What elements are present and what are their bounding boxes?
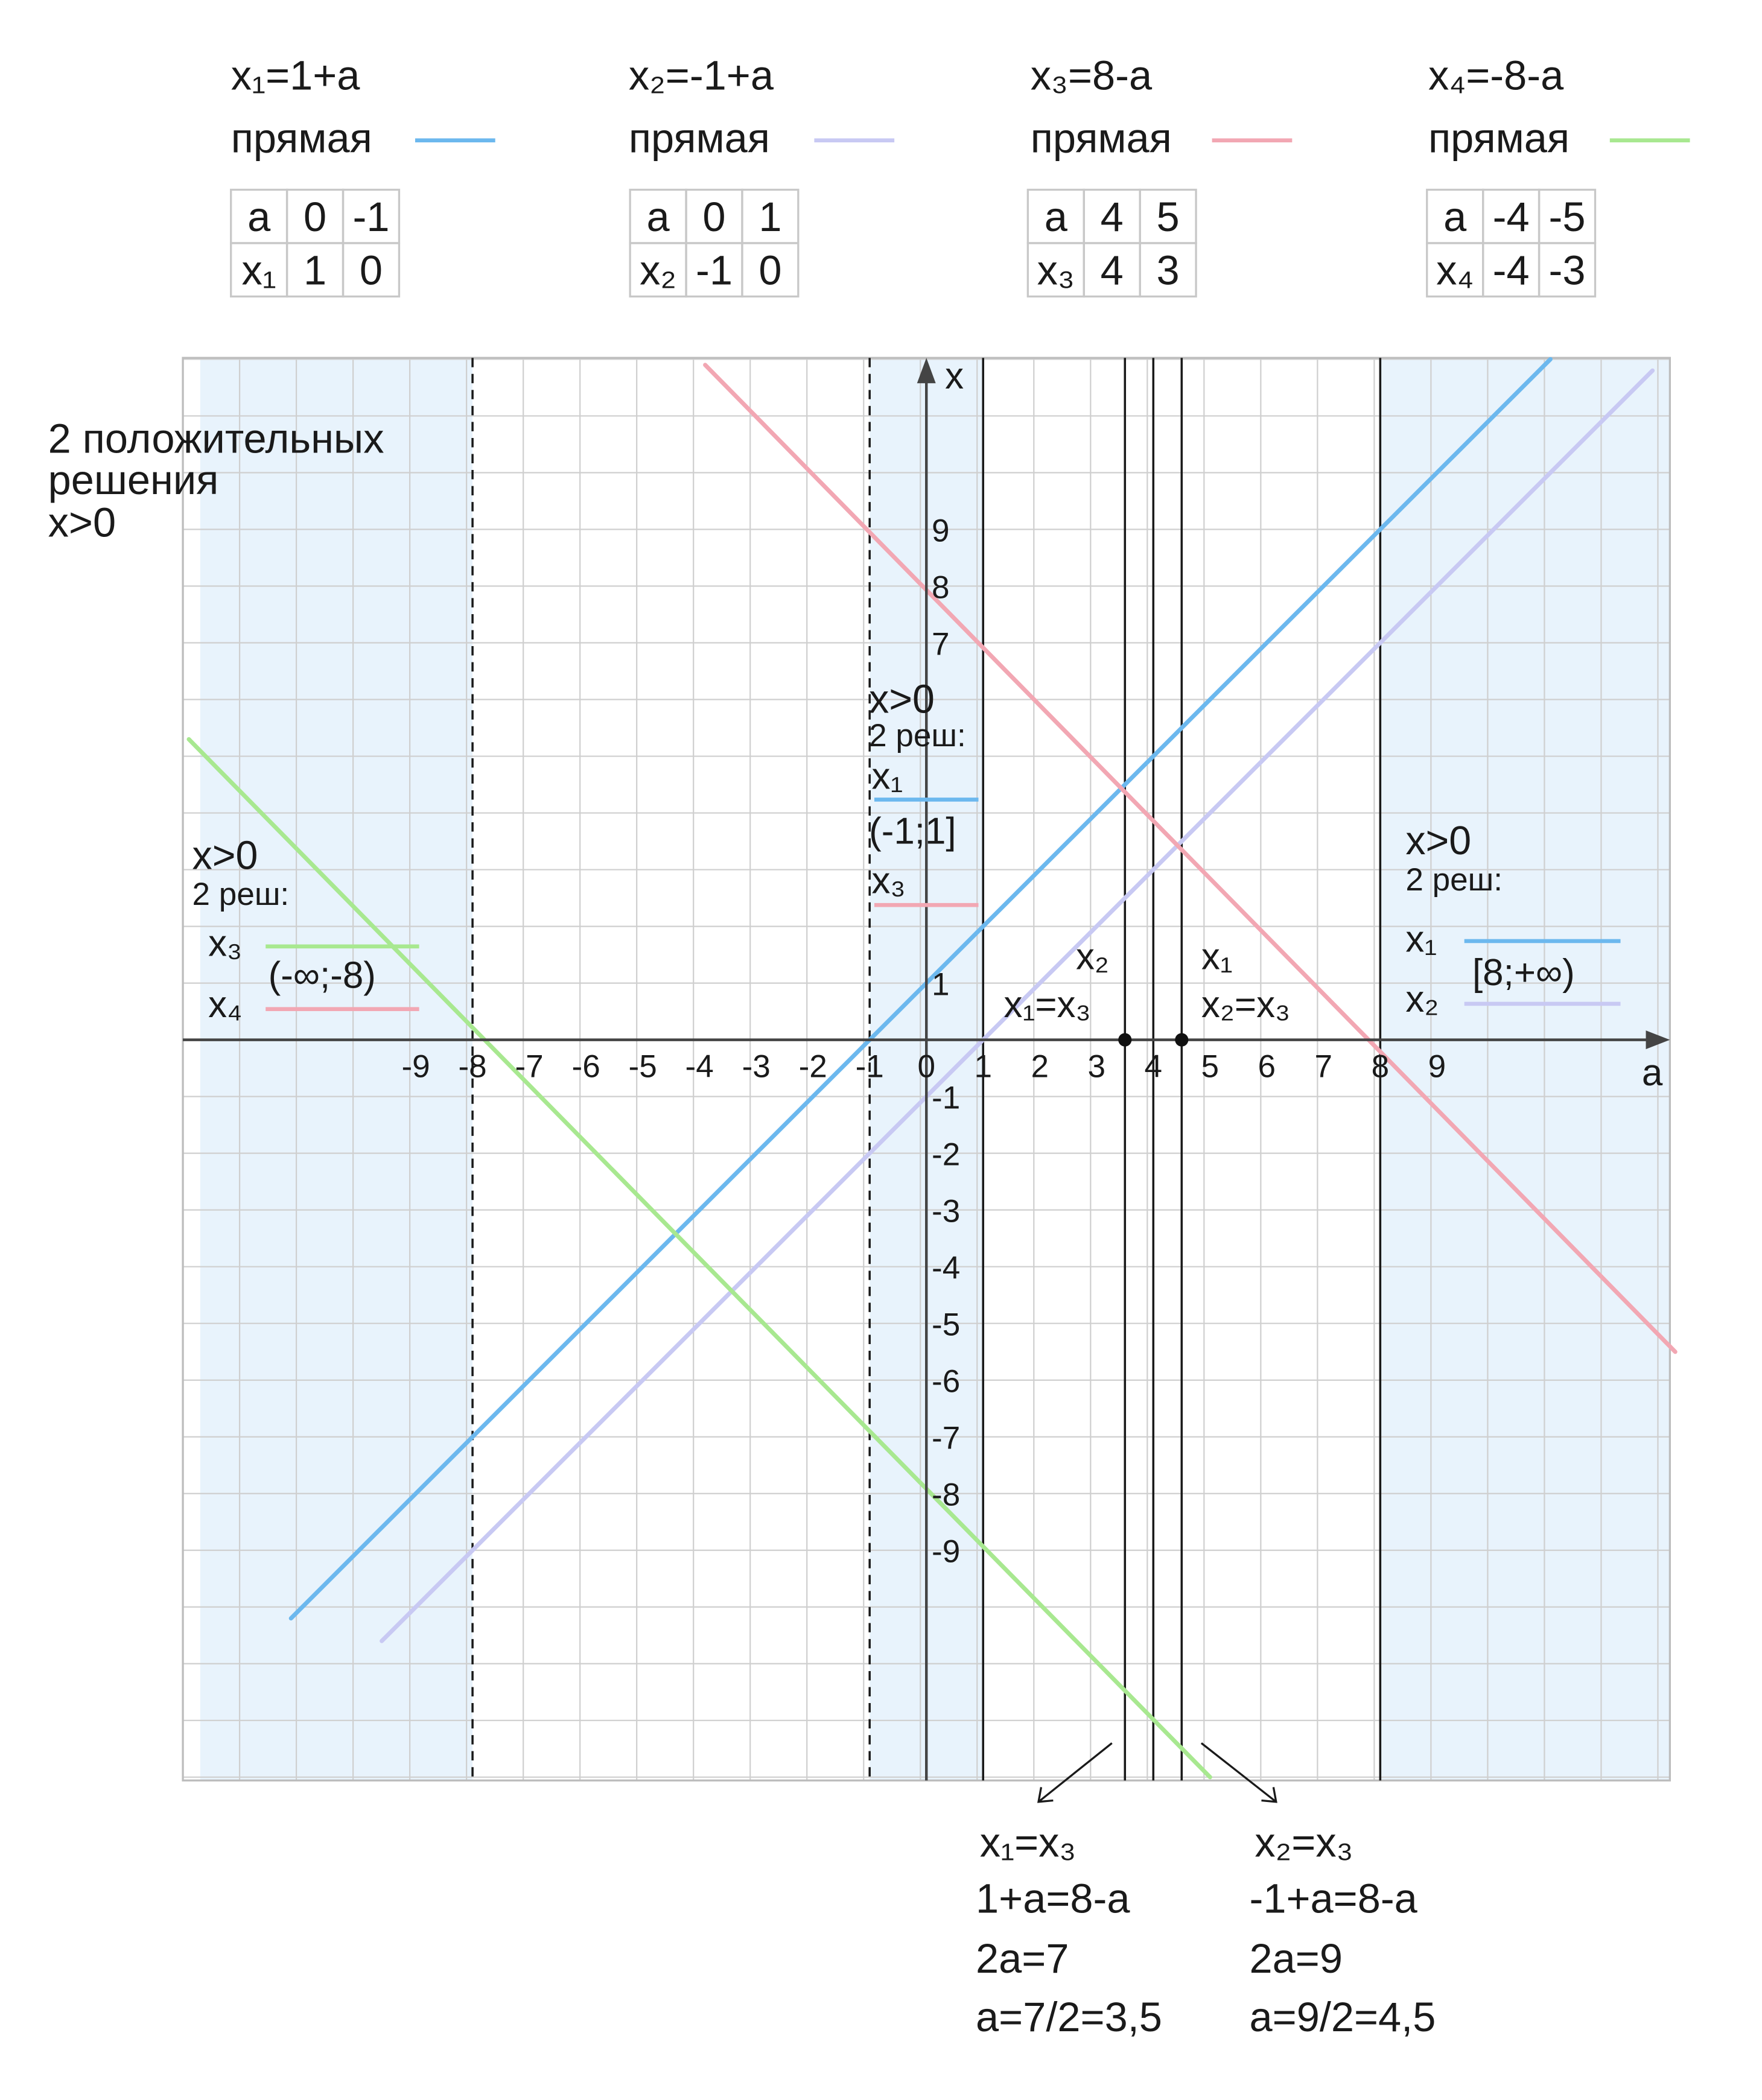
a-tick-label: 2 (1031, 1048, 1049, 1085)
calc-right-line-4: a=9/2=4,5 (1249, 1994, 1436, 2041)
a-tick-label: -9 (401, 1048, 430, 1085)
a-tick-label: 4 (1144, 1048, 1163, 1085)
legend-table-cell: a (247, 194, 271, 241)
calc-right-line-1: x₂=x₃ (1255, 1819, 1353, 1866)
calc-left-line-3: 2a=7 (976, 1935, 1069, 1982)
label-at-3-5-bottom: x₁=x₃ (1003, 984, 1091, 1026)
right-box-label-2: x₂ (1405, 979, 1439, 1021)
a-tick-label: 3 (1087, 1048, 1106, 1085)
legend-table-cell: x₄ (1436, 247, 1474, 294)
x-tick-label: 7 (932, 626, 950, 662)
x-tick-label: -3 (932, 1193, 961, 1229)
pointer-arrow-left (1038, 1743, 1112, 1801)
shaded-region (1380, 358, 1670, 1780)
legend-table-cell: x₂ (640, 247, 677, 294)
x-axis-label: x (945, 355, 964, 398)
a-tick-label: -5 (628, 1048, 657, 1085)
x-tick-label: -7 (932, 1420, 961, 1456)
legend-formula-x1: x₁=1+a (231, 52, 360, 99)
main-title-line-2: решения (48, 456, 219, 503)
legend-table-x4 (1427, 190, 1595, 297)
x-tick-label: -8 (932, 1477, 961, 1513)
right-box-label-1: x₁ (1405, 918, 1437, 960)
legend-line-label-x1: прямая (231, 115, 372, 162)
a-tick-label: 6 (1258, 1048, 1276, 1085)
legend-table-cell: 0 (359, 247, 383, 294)
x-tick-label: 9 (932, 513, 950, 549)
mid-box-head: x>0 (869, 677, 935, 722)
legend-table-cell: -4 (1492, 194, 1530, 241)
a-tick-label: -8 (458, 1048, 487, 1085)
legend-table-cell: 3 (1156, 247, 1180, 294)
x-tick-label: -4 (932, 1250, 961, 1286)
a-axis-label: a (1641, 1052, 1663, 1094)
mid-box-label-1: x₁ (871, 755, 903, 798)
calc-left-line-2: 1+a=8-a (976, 1875, 1130, 1922)
legend-block-x3 (1028, 52, 1292, 297)
legend-table-cell: -1 (352, 194, 390, 241)
left-box-label-1: x₃ (208, 922, 243, 965)
legend-table-cell: 0 (702, 194, 726, 241)
x-tick-label: -5 (932, 1307, 961, 1343)
calc-right (1250, 1819, 1436, 2040)
legend-table-cell: -4 (1492, 247, 1530, 294)
x-tick-label: 8 (932, 569, 950, 606)
a-tick-label: 0 (917, 1048, 935, 1085)
legend-table-cell: -1 (696, 247, 733, 294)
legend-table-cell: 0 (303, 194, 327, 241)
a-tick-label: -6 (571, 1048, 600, 1085)
legend-table-cell: x₃ (1037, 247, 1075, 294)
legend-table-cell: x₁ (241, 247, 276, 294)
left-box-head: x>0 (192, 833, 258, 878)
x-tick-label: -9 (932, 1534, 961, 1570)
x-tick-label: -1 (932, 1080, 961, 1116)
legend-table-cell: 5 (1156, 194, 1180, 241)
legend-table-cell: -5 (1548, 194, 1586, 241)
legend-formula-x2: x₂=-1+a (628, 52, 774, 99)
right-box-sub: 2 реш: (1405, 861, 1503, 898)
legend-table-cell: 4 (1100, 194, 1124, 241)
intersection-point (1118, 1033, 1131, 1047)
right-box-head: x>0 (1405, 819, 1472, 864)
legend-table-cell: 1 (303, 247, 327, 294)
a-tick-label: 8 (1371, 1048, 1390, 1085)
legend-table-x2 (630, 190, 798, 297)
mid-box-label-2: x₃ (871, 860, 906, 902)
legend-formula-x3: x₃=8-a (1030, 52, 1153, 99)
legend-table-cell: 4 (1100, 247, 1124, 294)
legend-line-label-x4: прямая (1428, 115, 1570, 162)
left-box-label-2: x₄ (208, 984, 243, 1026)
legend-table-x1 (231, 190, 399, 297)
legend-line-label-x2: прямая (628, 115, 770, 162)
label-at-4-5-bottom: x₂=x₃ (1201, 984, 1291, 1026)
pointer-arrow-right (1201, 1743, 1276, 1801)
label-at-3-5 (1004, 936, 1109, 1026)
a-tick-label: -7 (515, 1048, 544, 1085)
legend-table-x3 (1028, 190, 1196, 297)
legend-table-cell: a (1443, 194, 1467, 241)
a-tick-label: 9 (1428, 1048, 1446, 1085)
legend-table-cell: 0 (759, 247, 782, 294)
main-title-line-1: 2 положительных (48, 415, 384, 462)
shaded-region (200, 358, 472, 1780)
label-at-4-5-top: x₁ (1201, 936, 1233, 978)
legend-table-cell: a (646, 194, 670, 241)
calc-left (976, 1819, 1162, 2040)
a-tick-label: 5 (1201, 1048, 1220, 1085)
legend-table-cell: a (1044, 194, 1067, 241)
left-box-interval: (-∞;-8) (268, 954, 376, 997)
calc-left-line-4: a=7/2=3,5 (976, 1994, 1162, 2041)
legend-table-cell: 1 (759, 194, 782, 241)
a-tick-label: -1 (855, 1048, 884, 1085)
legend-block-x1 (231, 52, 495, 297)
legend-formula-x4: x₄=-8-a (1428, 52, 1564, 99)
calc-left-line-1: x₁=x₃ (979, 1819, 1077, 1866)
mid-box-interval: (-1;1] (869, 810, 956, 852)
right-box-interval: [8;+∞) (1472, 951, 1575, 994)
a-tick-label: -2 (798, 1048, 827, 1085)
a-tick-label: -3 (742, 1048, 771, 1085)
legend-block-x4 (1427, 52, 1690, 297)
calc-right-line-2: -1+a=8-a (1249, 1875, 1417, 1922)
legend-table-cell: -3 (1548, 247, 1586, 294)
calc-right-line-3: 2a=9 (1249, 1935, 1343, 1982)
legend-block-x2 (629, 52, 894, 297)
a-tick-label: 1 (974, 1048, 992, 1085)
left-box-sub: 2 реш: (192, 877, 290, 913)
a-tick-label: -4 (685, 1048, 714, 1085)
x-tick-label: 1 (932, 966, 950, 1003)
legend-line-label-x3: прямая (1030, 115, 1172, 162)
x-tick-label: -6 (932, 1363, 961, 1400)
a-tick-label: 7 (1314, 1048, 1333, 1085)
x-tick-label: -2 (932, 1137, 961, 1173)
intersection-point (1175, 1033, 1188, 1047)
mid-box-sub: 2 реш: (869, 717, 966, 753)
label-at-3-5-top: x₂ (1075, 936, 1109, 978)
main-title-line-3: x>0 (48, 499, 116, 546)
